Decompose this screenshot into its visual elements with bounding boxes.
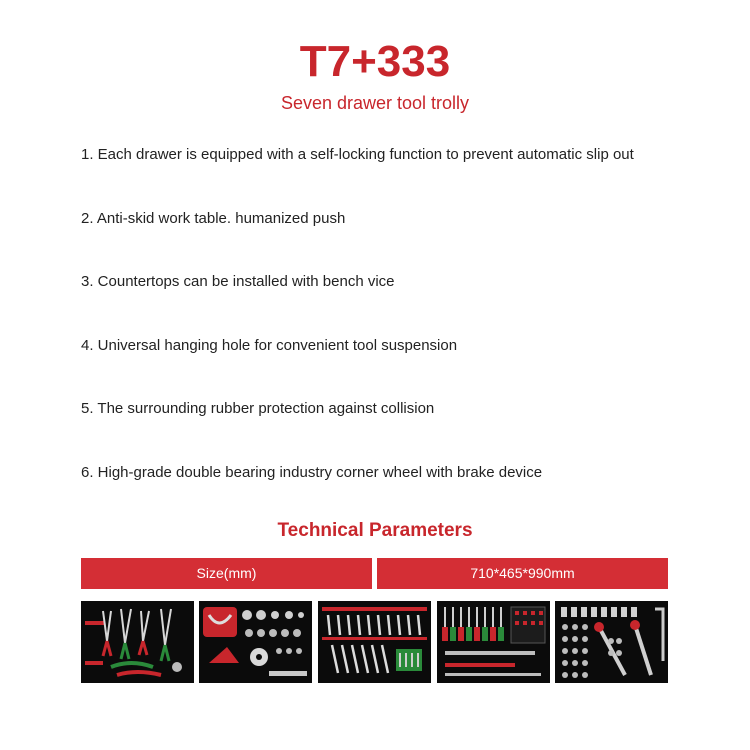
- screwdriver-tray-illustration: [437, 601, 550, 683]
- feature-item: 6. High-grade double bearing industry corner wheel with brake device: [81, 464, 543, 481]
- feature-item: 3. Countertops can be installed with bench vice: [81, 273, 395, 290]
- drawer-image-wrenches: [318, 601, 431, 683]
- product-title: T7+333: [299, 37, 451, 86]
- size-value-cell: 710*465*990mm: [377, 558, 668, 589]
- pliers-tray-illustration: [81, 601, 194, 683]
- feature-item: 2. Anti-skid work table. humanized push: [81, 210, 346, 227]
- drawer-image-ratchets: [555, 601, 668, 683]
- drawer-image-sockets: [199, 601, 312, 683]
- ratchet-tray-illustration: [555, 601, 668, 683]
- product-subtitle: Seven drawer tool trolly: [280, 93, 470, 113]
- technical-parameters-heading: Technical Parameters: [277, 520, 473, 541]
- drawer-image-screwdrivers: [437, 601, 550, 683]
- drawer-image-pliers: [81, 601, 194, 683]
- feature-item: 4. Universal hanging hole for convenient tool suspension: [81, 337, 458, 354]
- feature-item: 5. The surrounding rubber protection against collision: [81, 400, 435, 417]
- size-label-cell: Size(mm): [81, 558, 372, 589]
- wrench-tray-illustration: [318, 601, 431, 683]
- feature-item: 1. Each drawer is equipped with a self-locking function to prevent automatic slip out: [81, 146, 634, 163]
- socket-puller-tray-illustration: [199, 601, 312, 683]
